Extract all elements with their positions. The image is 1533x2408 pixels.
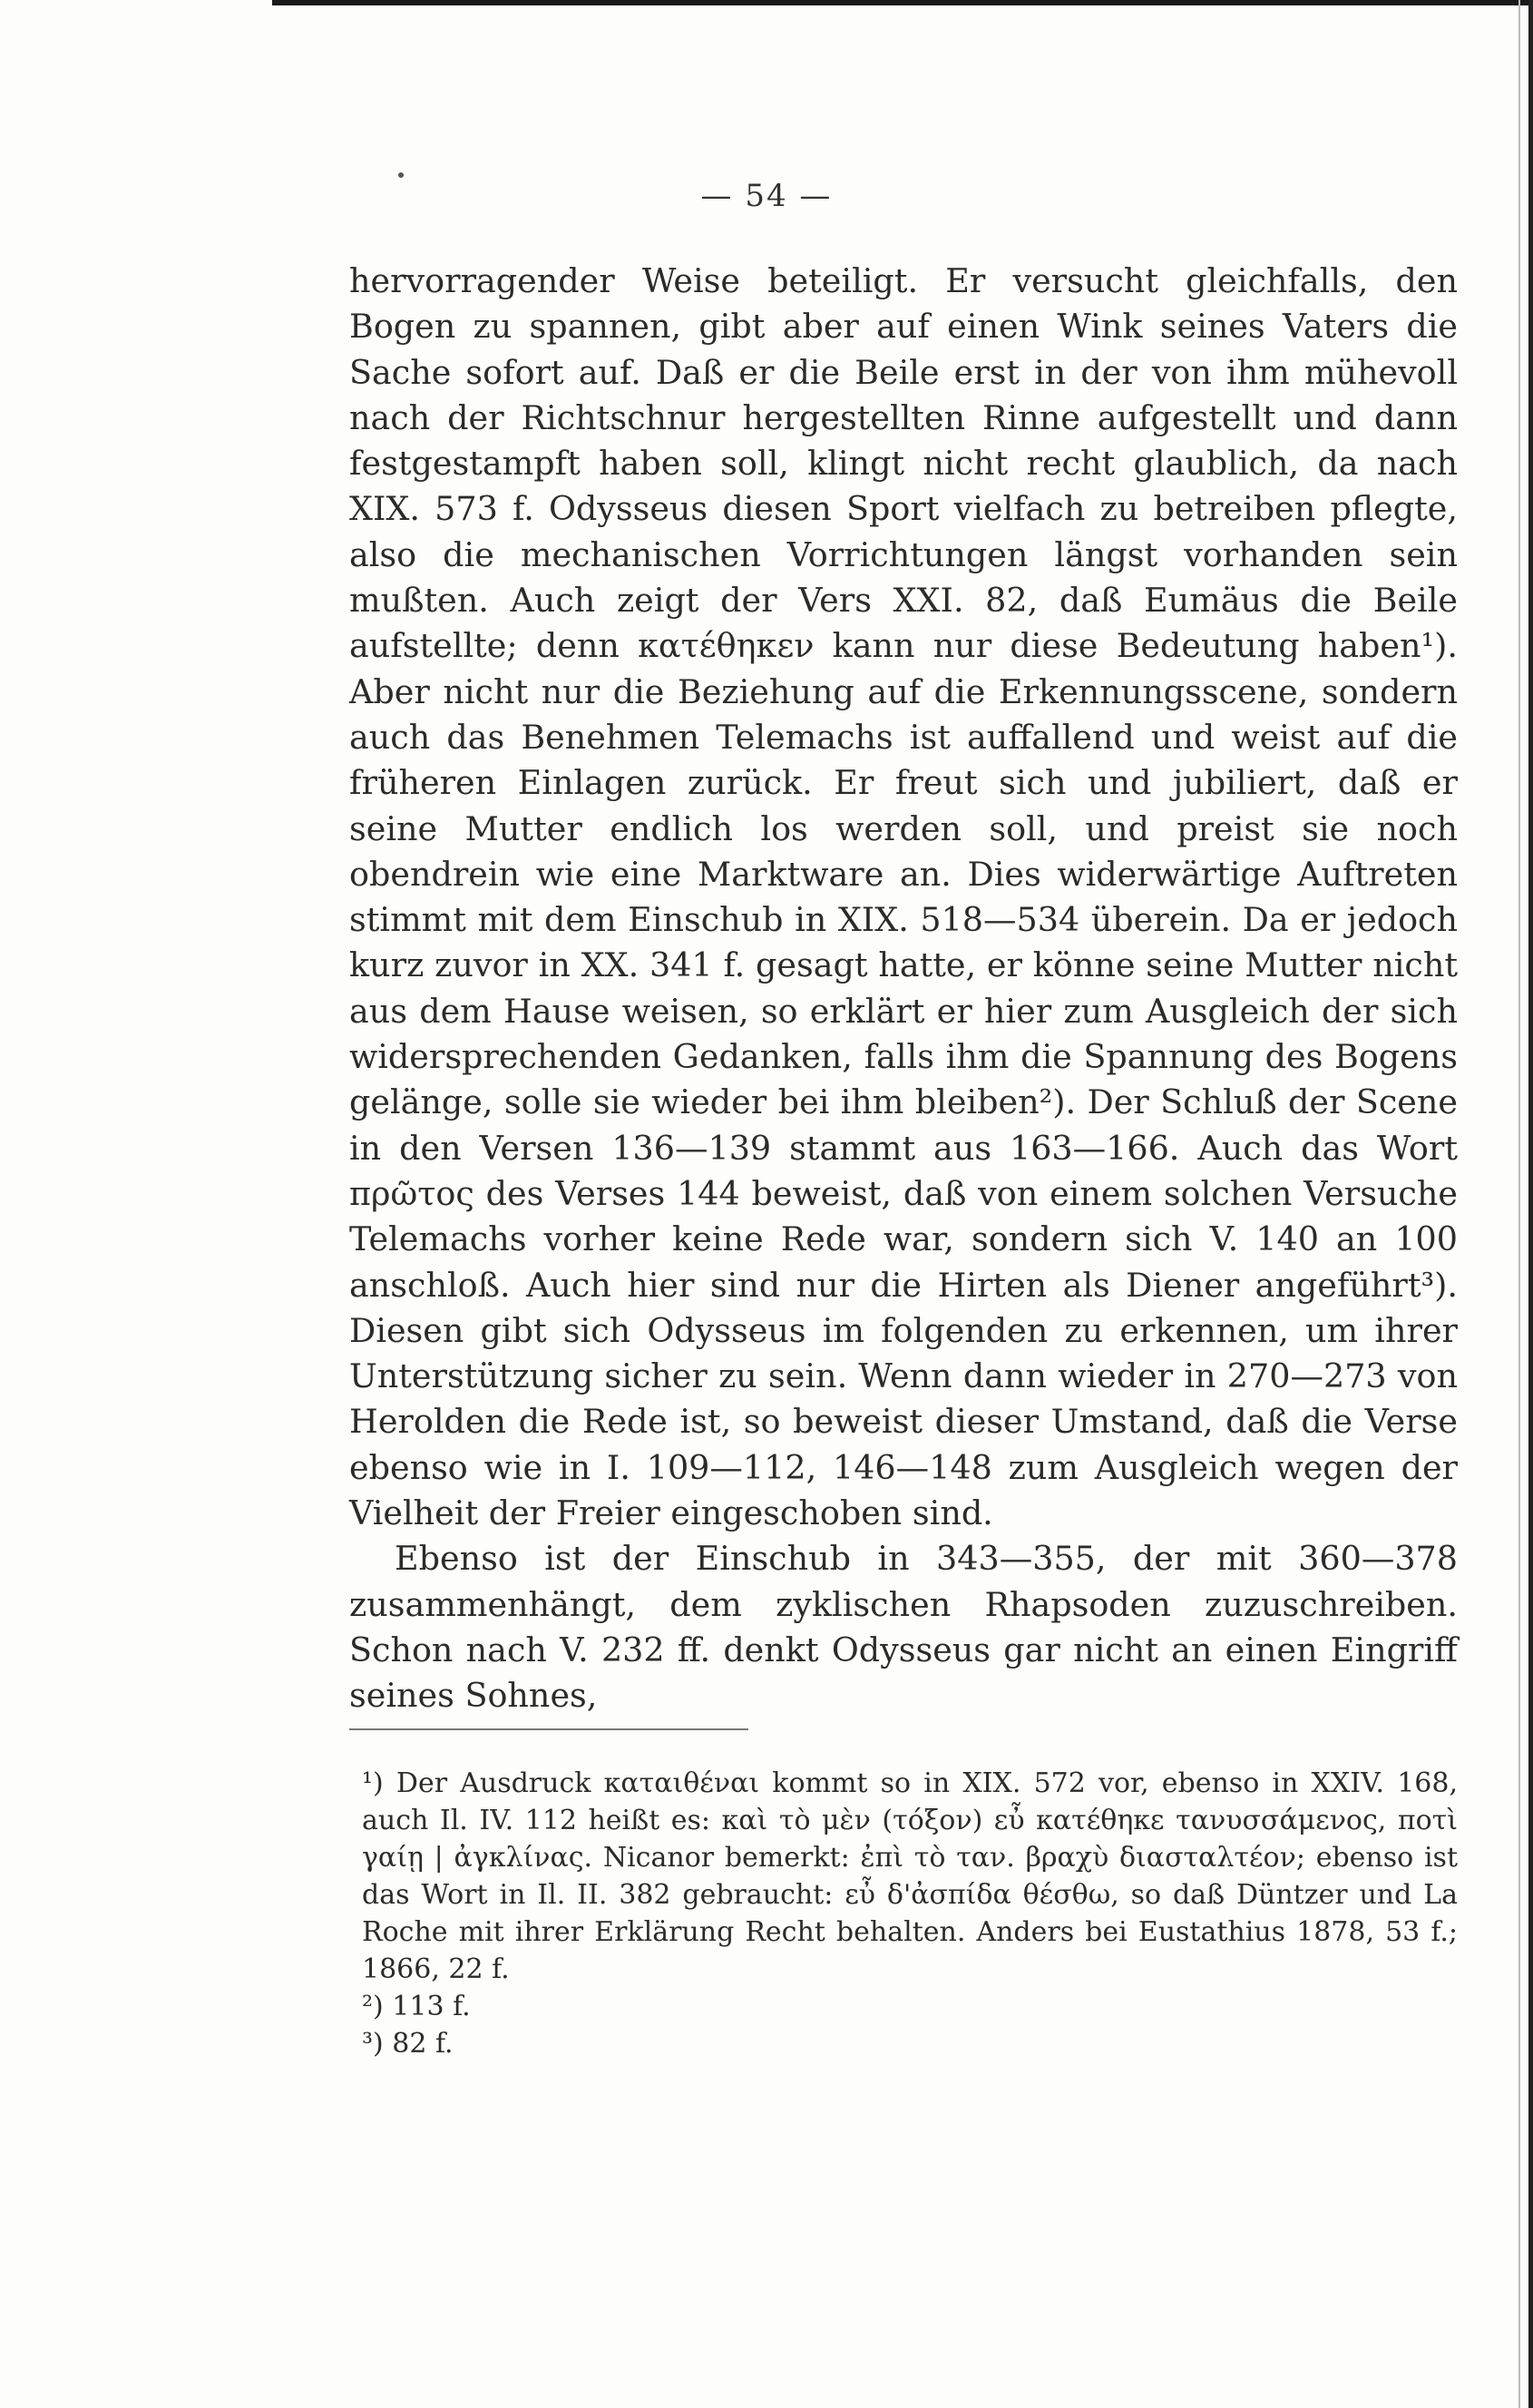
footnotes <box>349 1765 1458 2062</box>
paragraph-2: Ebenso ist der Einschub in 343—355, der mit 360—378 zusammenhängt, dem zyklischen Rhapsoden zuzuschreiben. Schon nach V. 232 ff. denkt Odysseus gar nicht an einen Eingriff seines Sohnes, <box>349 1539 1458 1716</box>
page-number: — 54 — <box>700 178 833 214</box>
footnote-2: ²) 113 f. <box>362 1991 471 2022</box>
scan-edge-right <box>1528 0 1533 2408</box>
body-text <box>349 259 1458 1719</box>
footnote-3: ³) 82 f. <box>362 2028 454 2060</box>
footnote-separator <box>349 1728 748 1730</box>
footnote-1: ¹) Der Ausdruck καταιθέναι kommt so in XIX. 572 vor, ebenso in XXIV. 168, auch Il. IV. 112 heißt es: καὶ τὸ μὲν (τόξον) εὖ κατέθηκε τανυσσάμενος, ποτὶ γαίῃ | ἀγκλίνας. Nicanor bemerkt: ἐπὶ τὸ ταν. βραχὺ διασταλτέον; ebenso ist das Wort in Il. II. 382 gebraucht: εὖ δ'ἀσπίδα θέσθω, so daß Düntzer und La Roche mit ihrer Erklärung Recht behalten. Anders bei Eustathius 1878, 53 f.; 1866, 22 f. <box>362 1767 1458 1985</box>
paragraph-1: hervorragender Weise beteiligt. Er versucht gleichfalls, den Bogen zu spannen, gibt aber auf einen Wink seines Vaters die Sache sofort auf. Daß er die Beile erst in der von ihm mühevoll nach der Richtschnur hergestellten Rinne aufgestellt und dann festgestampft haben soll, klingt nicht recht glaublich, da nach XIX. 573 f. Odysseus diesen Sport vielfach zu betreiben pflegte, also die mechanischen Vorrichtungen längst vorhanden sein mußten. Auch zeigt der Vers XXI. 82, daß Eumäus die Beile aufstellte; denn κατέθηκεν kann nur diese Bedeutung haben¹). Aber nicht nur die Beziehung auf die Erkennungsscene, sondern auch das Benehmen Telemachs ist auffallend und weist auf die früheren Einlagen zurück. Er freut sich und jubiliert, daß er seine Mutter endlich los werden soll, und preist sie noch obendrein wie eine Marktware an. Dies widerwärtige Auftreten stimmt mit dem Einschub in XIX. 518—534 überein. Da er jedoch kurz zuvor in XX. 341 f. gesagt hatte, er könne seine Mutter nicht aus dem Hause weisen, so erklärt er hier zum Ausgleich der sich widersprechenden Gedanken, falls ihm die Spannung des Bogens gelänge, solle sie wieder bei ihm bleiben²). Der Schluß der Scene in den Versen 136—139 stammt aus 163—166. Auch das Wort πρῶτος des Verses 144 beweist, daß von einem solchen Versuche Telemachs vorher keine Rede war, sondern sich V. 140 an 100 anschloß. Auch hier sind nur die Hirten als Diener angeführt³). Diesen gibt sich Odysseus im folgenden zu erkennen, um ihrer Unterstützung sicher zu sein. Wenn dann wieder in 270—273 von Herolden die Rede ist, so beweist dieser Umstand, daß die Verse ebenso wie in I. 109—112, 146—148 zum Ausgleich wegen der Vielheit der Freier eingeschoben sind. <box>349 261 1458 1533</box>
scan-edge-inner-line <box>1518 0 1520 2408</box>
scan-edge-top <box>272 0 1533 5</box>
